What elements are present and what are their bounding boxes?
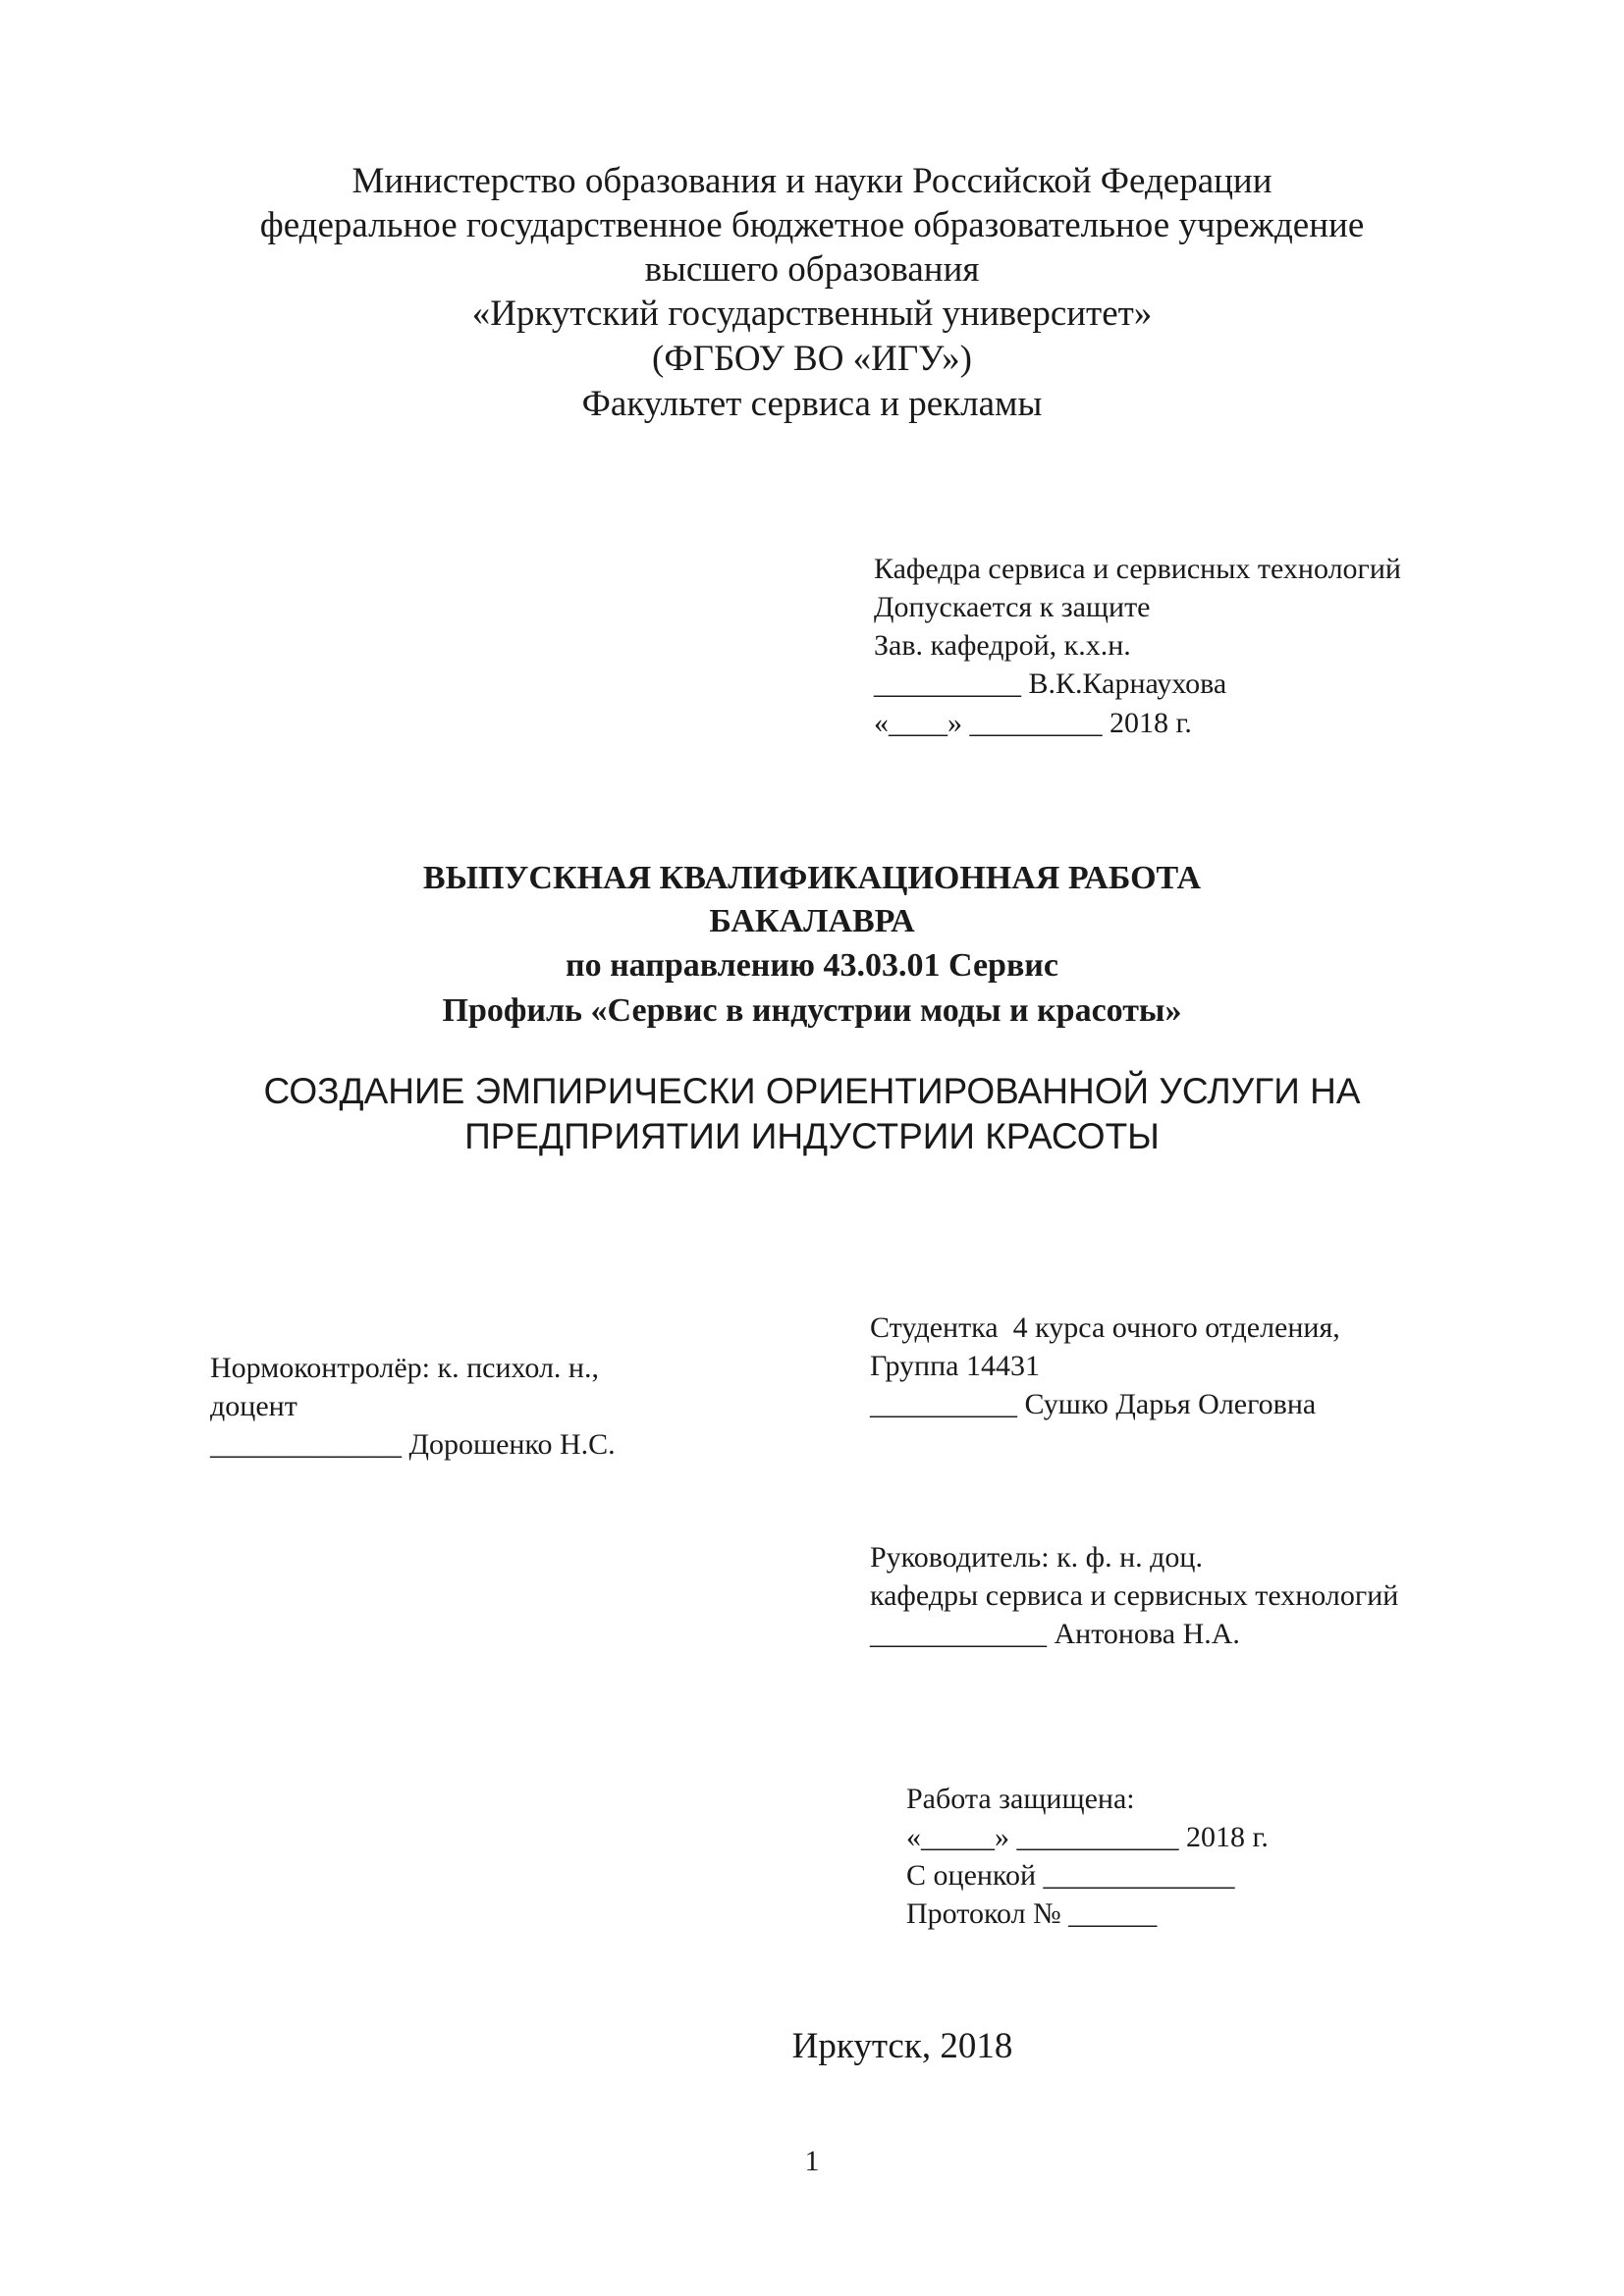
university-name-line: «Иркутский государственный университет» [471,294,1153,334]
normcontroller-title-line: Нормоконтролёр: к. психол. н., [210,1352,599,1384]
approval-date-line: «____» _________ 2018 г. [874,707,1192,739]
faculty-line: Факультет сервиса и рекламы [581,384,1043,424]
page-number: 1 [804,2145,820,2177]
supervisor-title-line: Руководитель: к. ф. н. доц. [870,1541,1203,1574]
institution-type-line: федеральное государственное бюджетное образовательное учреждение [259,205,1365,245]
topic-line-2: ПРЕДПРИЯТИИ ИНДУСТРИИ КРАСОТЫ [464,1116,1160,1156]
grade-line: С оценкой _____________ [906,1859,1235,1892]
city-year: Иркутск, 2018 [791,2026,1013,2066]
education-level-line: высшего образования [644,249,980,290]
normcontroller-position-line: доцент [210,1390,298,1422]
defense-date-line: «_____» ___________ 2018 г. [906,1821,1269,1853]
ministry-line: Министерство образования и науки Российской Федерации [352,161,1272,201]
university-abbr-line: (ФГБОУ ВО «ИГУ») [652,339,972,379]
supervisor-department-line: кафедры сервиса и сервисных технологий [870,1579,1399,1612]
protocol-line: Протокол № ______ [906,1897,1158,1930]
student-group-line: Группа 14431 [870,1350,1040,1382]
head-of-department-line: Зав. кафедрой, к.х.н. [874,629,1131,662]
degree-line: БАКАЛАВРА [709,903,915,939]
direction-line: по направлению 43.03.01 Сервис [566,947,1058,984]
supervisor-signature-line: ____________ Антонова Н.А. [870,1618,1240,1650]
student-signature-line: __________ Сушко Дарья Олеговна [870,1388,1317,1420]
topic-line-1: СОЗДАНИЕ ЭМПИРИЧЕСКИ ОРИЕНТИРОВАННОЙ УСЛУГИ НА [263,1071,1361,1111]
student-course-line: Студентка 4 курса очного отделения, [870,1311,1340,1344]
admitted-line: Допускается к защите [874,591,1151,623]
profile-line: Профиль «Сервис в индустрии моды и красоты» [442,992,1182,1029]
normcontroller-signature-line: _____________ Дорошенко Н.С. [210,1428,616,1461]
defense-status-line: Работа защищена: [906,1783,1135,1815]
work-type-line: ВЫПУСКНАЯ КВАЛИФИКАЦИОННАЯ РАБОТА [422,860,1202,896]
head-signature-line: __________ В.К.Карнаухова [874,667,1227,700]
department-line: Кафедра сервиса и сервисных технологий [874,553,1401,585]
